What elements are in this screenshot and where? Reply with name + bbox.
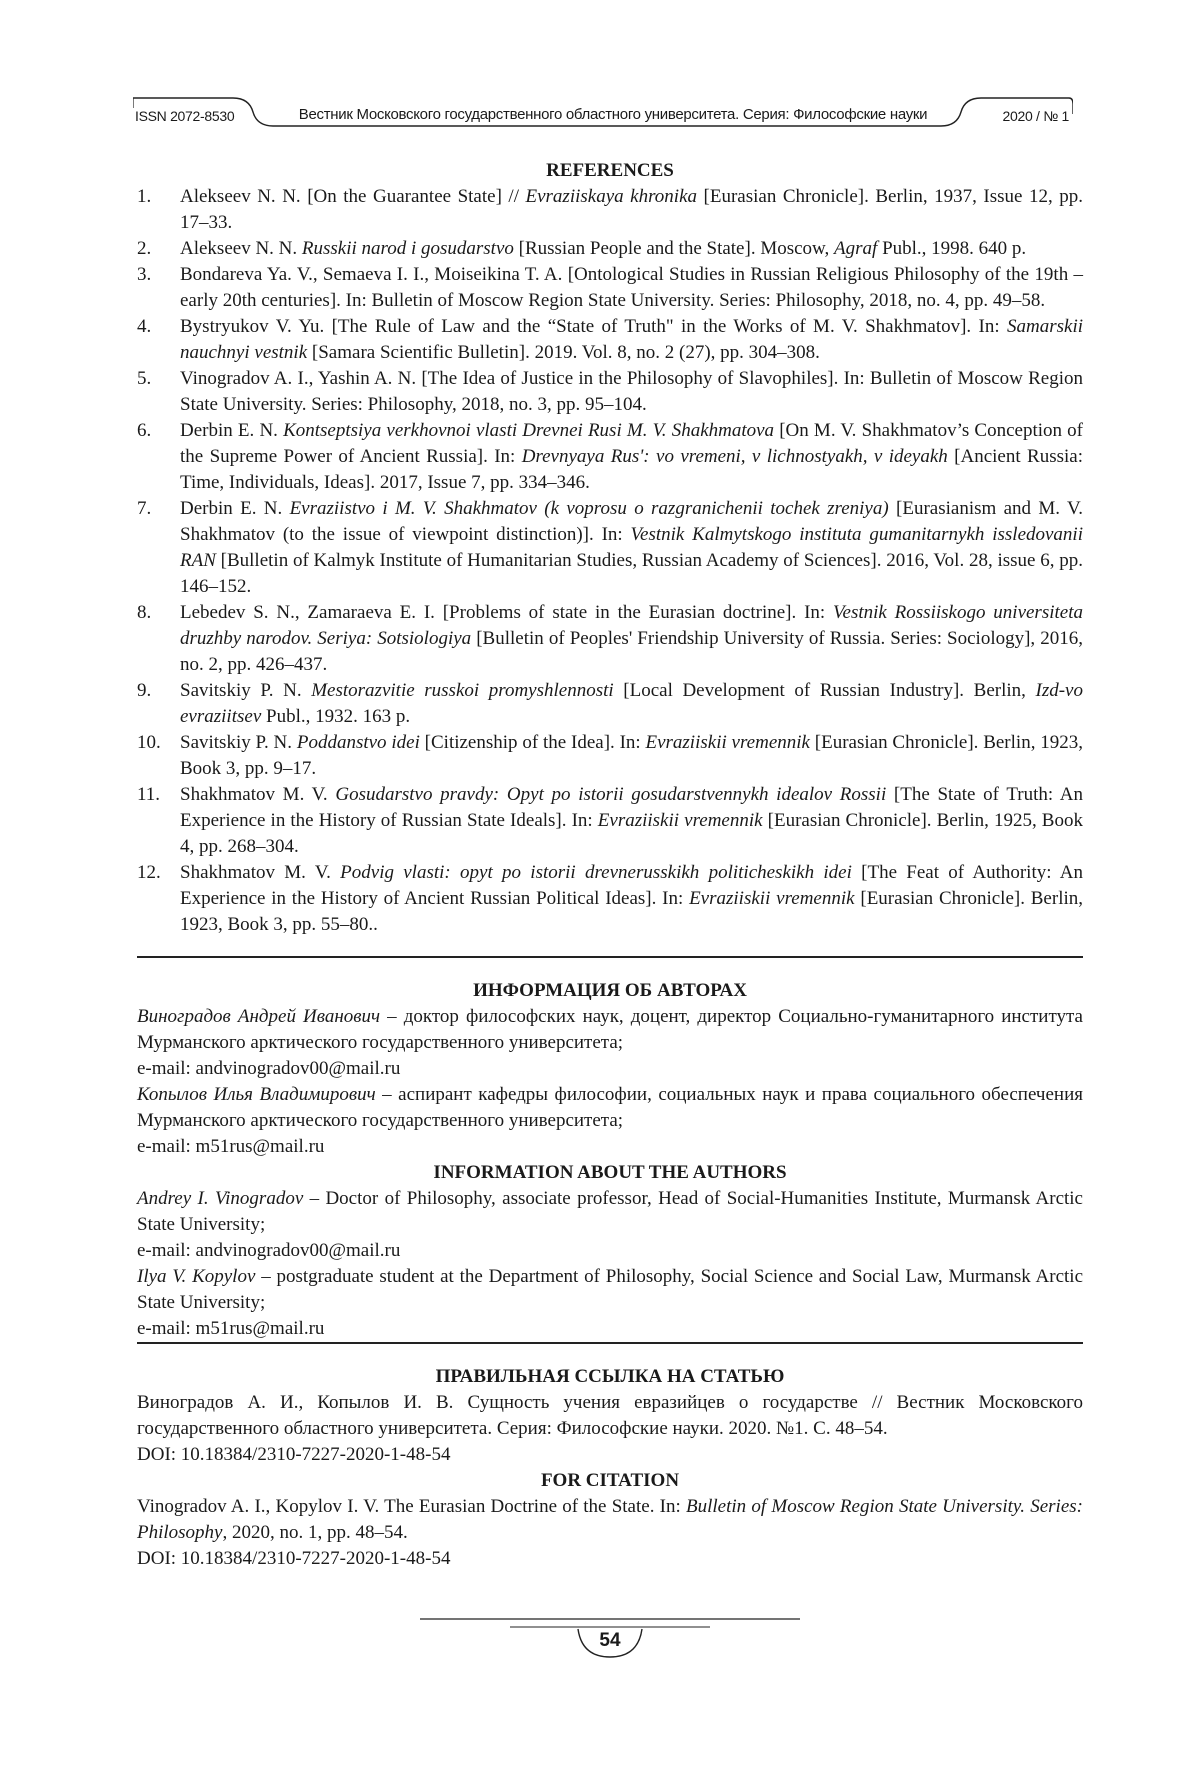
- reference-number: 6.: [137, 420, 152, 441]
- author-ru-2-email: e-mail: m51rus@mail.ru: [137, 1136, 325, 1157]
- author-ru-2-desc: – аспирант кафедры философии, социальных наук и права социального обеспечения Мурманского арктического государственного университета;: [137, 1084, 1083, 1131]
- references-list: [137, 184, 1083, 938]
- author-ru-1-email: e-mail: andvinogradov00@mail.ru: [137, 1058, 401, 1079]
- reference-title-italic: Agraf: [834, 238, 878, 259]
- reference-text: [Samara Scientific Bulletin]. 2019. Vol. 8, no. 2 (27), pp. 304–308.: [307, 342, 820, 363]
- reference-text: Derbin E. N.: [180, 498, 290, 519]
- reference-text: [Eurasianism and M. V. Shakhmatov (to the issue of viewpoint distinction)]. In:: [180, 498, 1083, 545]
- reference-title-italic: Evraziistvo i M. V. Shakhmatov (k voprosu o razgranichenii tochek zreniya): [289, 498, 889, 519]
- reference-text: [Eurasian Chronicle]. Berlin, 1923, Book 3, pp. 9–17.: [180, 732, 1083, 779]
- author-en-2: [137, 1264, 1083, 1316]
- page-footer: [420, 1617, 800, 1677]
- author-en-2-email: e-mail: m51rus@mail.ru: [137, 1318, 325, 1339]
- reference-number: 12.: [137, 862, 161, 883]
- references-heading: REFERENCES: [546, 160, 674, 181]
- citation-ru-text: Виноградов А. И., Копылов И. В. Сущность учения евразийцев о государстве // Вестник Московского государственного областного университета. Серия: Философские науки. 2020. №1. С. 48–54.: [137, 1392, 1083, 1439]
- reference-text: [Eurasian Chronicle]. Berlin, 1923, Book 3, pp. 55–80..: [180, 888, 1083, 935]
- reference-number: 8.: [137, 602, 152, 623]
- citation-en-text-post: , 2020, no. 1, pp. 48–54.: [222, 1522, 408, 1543]
- reference-text: Lebedev S. N., Zamaraeva E. I. [Problems of state in the Eurasian doctrine]. In:: [180, 602, 834, 623]
- reference-title-italic: Podvig vlasti: opyt po istorii drevnerusskikh politicheskikh idei: [340, 862, 852, 883]
- reference-item: [137, 236, 1083, 262]
- reference-text: Shakhmatov M. V.: [180, 862, 341, 883]
- citation-en-heading: FOR CITATION: [540, 1470, 680, 1491]
- reference-title-italic: Izd-vo evraziitsev: [180, 680, 1083, 727]
- reference-text: [Eurasian Chronicle]. Berlin, 1925, Book 4, pp. 268–304.: [180, 810, 1083, 857]
- authors-en-heading: INFORMATION ABOUT THE AUTHORS: [433, 1162, 787, 1183]
- reference-title-italic: Evraziiskii vremennik: [597, 810, 763, 831]
- reference-text: Savitskiy P. N.: [180, 680, 312, 701]
- reference-number: 7.: [137, 498, 152, 519]
- author-ru-1: [137, 1004, 1083, 1056]
- reference-text: Shakhmatov M. V.: [180, 784, 336, 805]
- reference-item: [137, 418, 1083, 496]
- running-header: [133, 90, 1073, 140]
- reference-text: [Local Development of Russian Industry]. Berlin,: [613, 680, 1036, 701]
- reference-text: [Bulletin of Kalmyk Institute of Humanitarian Studies, Russian Academy of Sciences]. 2016, Vol. 28, issue 6, pp. 146–152.: [180, 550, 1083, 597]
- author-ru-2-name: Копылов Илья Владимирович: [137, 1084, 376, 1105]
- reference-number: 3.: [137, 264, 152, 285]
- author-en-1-name: Andrey I. Vinogradov: [137, 1188, 304, 1209]
- reference-text: [Bulletin of Peoples' Friendship University of Russia. Series: Sociology], 2016, no. 2, pp. 426–437.: [180, 628, 1083, 675]
- reference-item: [137, 600, 1083, 678]
- reference-text: Alekseev N. N.: [180, 238, 302, 259]
- section-divider: [137, 956, 1083, 958]
- citation-en-doi: DOI: 10.18384/2310-7227-2020-1-48-54: [137, 1548, 451, 1569]
- issn: ISSN 2072-8530: [135, 108, 235, 124]
- reference-text: [Russian People and the State]. Moscow,: [513, 238, 835, 259]
- reference-number: 9.: [137, 680, 152, 701]
- page-content: [137, 158, 1083, 1572]
- reference-number: 10.: [137, 732, 161, 753]
- reference-title-italic: Mestorazvitie russkoi promyshlennosti: [311, 680, 614, 701]
- reference-item: [137, 730, 1083, 782]
- author-en-2-name: Ilya V. Kopylov: [137, 1266, 256, 1287]
- citation-en-text: [137, 1494, 1083, 1546]
- author-en-1-email: e-mail: andvinogradov00@mail.ru: [137, 1240, 401, 1261]
- reference-number: 11.: [137, 784, 161, 805]
- journal-title: Вестник Московского государственного областного университета. Серия: Философские науки: [298, 106, 928, 123]
- reference-text: [Citizenship of the Idea]. In:: [419, 732, 646, 753]
- reference-item: [137, 262, 1083, 314]
- reference-text: [The Feat of Authority: An Experience in the History of Ancient Russian Political Ideas]. In:: [180, 862, 1083, 909]
- reference-text: [On M. V. Shakhmatov’s Conception of the Supreme Power of Ancient Russia]. In:: [180, 420, 1083, 467]
- reference-title-italic: Kontseptsiya verkhovnoi vlasti Drevnei Rusi M. V. Shakhmatova: [283, 420, 775, 441]
- reference-item: [137, 366, 1083, 418]
- author-en-1-desc: – Doctor of Philosophy, associate professor, Head of Social-Humanities Institute, Murmansk Arctic State University;: [137, 1188, 1083, 1235]
- reference-item: [137, 496, 1083, 600]
- reference-number: 5.: [137, 368, 152, 389]
- reference-text: Publ., 1932. 163 p.: [261, 706, 411, 727]
- citation-ru-heading: ПРАВИЛЬНАЯ ССЫЛКА НА СТАТЬЮ: [435, 1366, 785, 1387]
- reference-text: Savitskiy P. N.: [180, 732, 297, 753]
- citation-en-journal: Bulletin of Moscow Region State University. Series: Philosophy: [137, 1496, 1083, 1543]
- section-divider: [137, 1342, 1083, 1344]
- author-ru-1-name: Виноградов Андрей Иванович: [137, 1006, 381, 1027]
- reference-title-italic: Gosudarstvo pravdy: Opyt po istorii gosudarstvennykh idealov Rossii: [335, 784, 887, 805]
- reference-title-italic: Vestnik Kalmytskogo instituta gumanitarnykh issledovanii RAN: [180, 524, 1083, 571]
- reference-text: [Ancient Russia: Time, Individuals, Ideas]. 2017, Issue 7, pp. 334–346.: [180, 446, 1083, 493]
- reference-title-italic: Evraziiskaya khronika: [525, 186, 697, 207]
- reference-title-italic: Russkii narod i gosudarstvo: [301, 238, 514, 259]
- author-ru-2: [137, 1082, 1083, 1134]
- reference-text: Bystryukov V. Yu. [The Rule of Law and the “State of Truth" in the Works of M. V. Shakhmatov]. In:: [180, 316, 1007, 337]
- reference-text: [Eurasian Chronicle]. Berlin, 1937, Issue 12, pp. 17–33.: [180, 186, 1083, 233]
- authors-ru-heading: ИНФОРМАЦИЯ ОБ АВТОРАХ: [473, 980, 747, 1001]
- author-en-2-desc: – postgraduate student at the Department of Philosophy, Social Science and Social Law, Murmansk Arctic State University;: [137, 1266, 1084, 1313]
- reference-title-italic: Vestnik Rossiiskogo universiteta druzhby narodov. Seriya: Sotsiologiya: [180, 602, 1083, 649]
- reference-text: Alekseev N. N. [On the Guarantee State] //: [180, 186, 526, 207]
- reference-title-italic: Poddanstvo idei: [296, 732, 420, 753]
- reference-item: [137, 314, 1083, 366]
- reference-text: Vinogradov A. I., Yashin A. N. [The Idea of Justice in the Philosophy of Slavophiles]. In: Bulletin of Moscow Region State University. Series: Philosophy, 2018, no. 3, pp. 95–104.: [180, 368, 1083, 415]
- reference-title-italic: Evraziiskii vremennik: [645, 732, 810, 753]
- reference-item: [137, 678, 1083, 730]
- reference-title-italic: Evraziiskii vremennik: [689, 888, 855, 909]
- reference-number: 4.: [137, 316, 152, 337]
- citation-ru-doi: DOI: 10.18384/2310-7227-2020-1-48-54: [137, 1444, 451, 1465]
- author-en-1: [137, 1186, 1083, 1238]
- citation-en-text-pre: Vinogradov A. I., Kopylov I. V. The Eurasian Doctrine of the State. In:: [137, 1496, 686, 1517]
- author-ru-1-desc: – доктор философских наук, доцент, директор Социально-гуманитарного института Мурманского арктического государственного университета;: [137, 1006, 1083, 1053]
- reference-title-italic: Drevnyaya Rus': vo vremeni, v lichnostyakh, v ideyakh: [521, 446, 948, 467]
- reference-number: 1.: [137, 186, 152, 207]
- reference-item: [137, 782, 1083, 860]
- reference-item: [137, 860, 1083, 938]
- page-number: 54: [599, 1630, 621, 1651]
- reference-text: Derbin E. N.: [180, 420, 284, 441]
- reference-text: Publ., 1998. 640 p.: [877, 238, 1027, 259]
- issue-number: 2020 / № 1: [1002, 108, 1069, 124]
- reference-title-italic: Samarskii nauchnyi vestnik: [180, 316, 1083, 363]
- reference-text: Bondareva Ya. V., Semaeva I. I., Moiseikina T. A. [Ontological Studies in Russian Religious Philosophy of the 19th – early 20th centuries]. In: Bulletin of Moscow Region State University. Series: Philosophy, 2018, no. 4, pp. 49–58.: [180, 264, 1083, 311]
- reference-item: [137, 184, 1083, 236]
- reference-text: [The State of Truth: An Experience in the History of Russian State Ideals]. In:: [180, 784, 1083, 831]
- reference-number: 2.: [137, 238, 152, 259]
